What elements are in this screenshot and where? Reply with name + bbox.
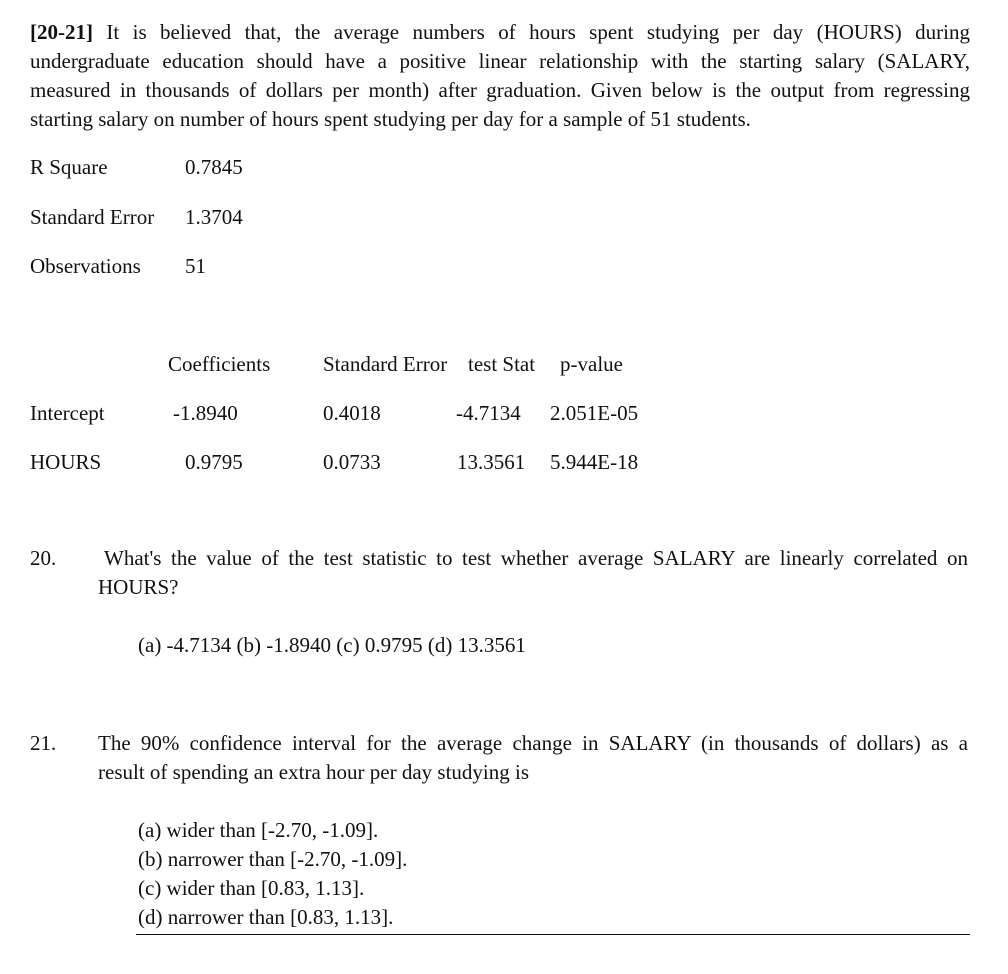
hours-test-stat: 13.3561 bbox=[457, 450, 526, 474]
stat-value-standard-error: 1.3704 bbox=[185, 205, 243, 229]
header-p-value: p-value bbox=[560, 352, 623, 376]
intro-line-4: starting salary on number of hours spent studying per day for a sample of 51 students. bbox=[30, 107, 751, 131]
question-range-label: [20-21] bbox=[30, 20, 93, 44]
hours-std-error: 0.0733 bbox=[323, 450, 381, 474]
question-21-line-1: The 90% confidence interval for the average change in SALARY (in thousands of dollars) as a bbox=[98, 731, 968, 755]
row-name-hours: HOURS bbox=[30, 450, 102, 474]
intro-line-1-text: It is believed that, the average numbers of hours spent studying per day (HOURS) during bbox=[92, 20, 970, 44]
hours-p-value: 5.944E-18 bbox=[550, 450, 639, 474]
question-20-number: 20. bbox=[30, 546, 57, 570]
intercept-p-value: 2.051E-05 bbox=[550, 401, 639, 425]
question-20-line-2: HOURS? bbox=[98, 575, 179, 599]
question-21-text bbox=[98, 729, 968, 758]
stat-label-observations: Observations bbox=[30, 254, 141, 278]
header-coefficients: Coefficients bbox=[168, 352, 271, 376]
question-21-line-2: result of spending an extra hour per day studying is bbox=[98, 760, 529, 784]
stat-value-r-square: 0.7845 bbox=[185, 155, 243, 179]
intro-line-1 bbox=[30, 18, 970, 47]
question-21-option-c: (c) wider than [0.83, 1.13]. bbox=[138, 876, 365, 900]
header-test-stat: test Stat bbox=[468, 352, 536, 376]
header-standard-error: Standard Error bbox=[323, 352, 448, 376]
intercept-test-stat: -4.7134 bbox=[456, 401, 521, 425]
intro-line-3: measured in thousands of dollars per month) after graduation. Given below is the output from regressing bbox=[30, 78, 970, 102]
question-21-option-b: (b) narrower than [-2.70, -1.09]. bbox=[138, 847, 408, 871]
question-20-text bbox=[104, 544, 968, 573]
intro-paragraph bbox=[30, 18, 970, 134]
intercept-std-error: 0.4018 bbox=[323, 401, 381, 425]
hours-coefficient: 0.9795 bbox=[185, 450, 243, 474]
question-21-option-a: (a) wider than [-2.70, -1.09]. bbox=[138, 818, 379, 842]
stat-label-r-square: R Square bbox=[30, 155, 108, 179]
question-21-number: 21. bbox=[30, 731, 57, 755]
stat-label-standard-error: Standard Error bbox=[30, 205, 155, 229]
question-20-line-1: What's the value of the test statistic to test whether average SALARY are linearly correlated on bbox=[104, 546, 968, 570]
stat-value-observations: 51 bbox=[185, 254, 206, 278]
bottom-divider-rule bbox=[136, 934, 970, 935]
question-20-options: (a) -4.7134 (b) -1.8940 (c) 0.9795 (d) 13.3561 bbox=[138, 633, 526, 657]
intercept-coefficient: -1.8940 bbox=[173, 401, 238, 425]
row-name-intercept: Intercept bbox=[30, 401, 105, 425]
question-21-option-d: (d) narrower than [0.83, 1.13]. bbox=[138, 905, 394, 929]
intro-line-2: undergraduate education should have a positive linear relationship with the starting salary (SALARY, bbox=[30, 49, 970, 73]
